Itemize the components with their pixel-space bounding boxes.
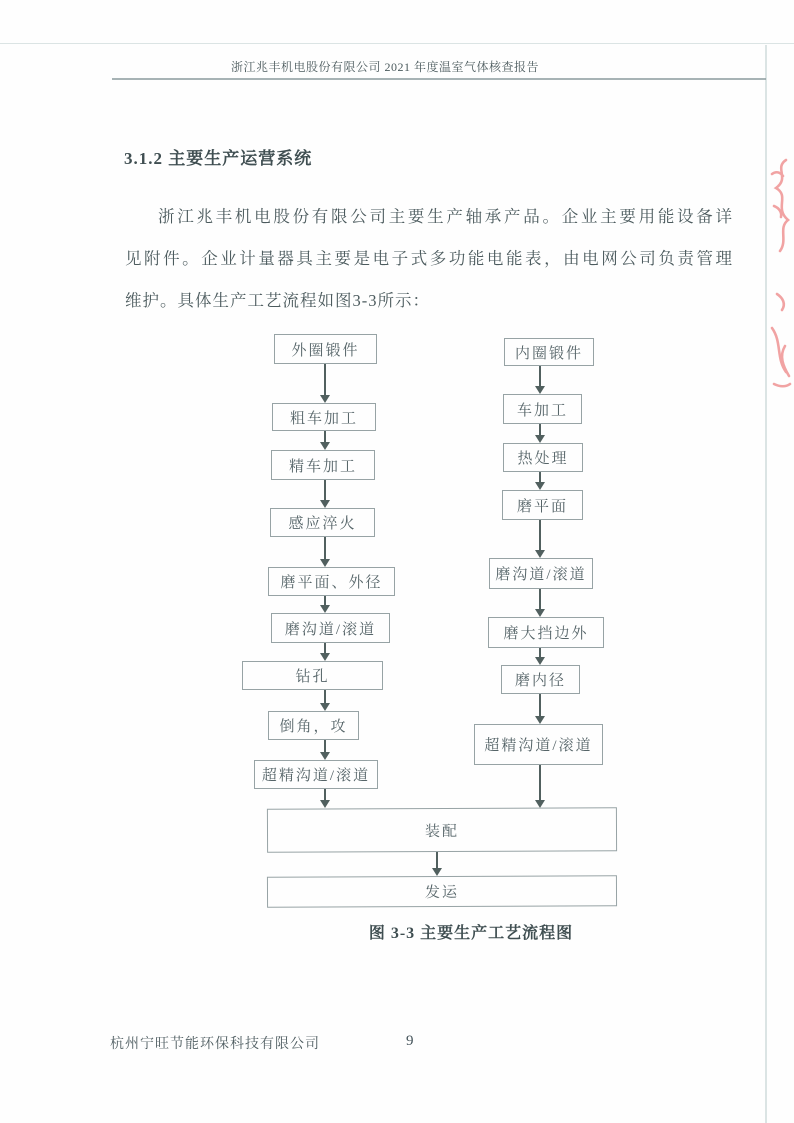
flow-step-box: 发运 xyxy=(267,875,617,908)
flow-step-box: 感应淬火 xyxy=(270,508,375,537)
flow-step-box: 热处理 xyxy=(503,443,583,472)
flow-arrow-down-icon xyxy=(320,596,330,613)
flow-arrow-down-icon xyxy=(320,789,330,808)
flow-arrow-down-icon xyxy=(535,694,545,724)
red-seal-fragment-icon xyxy=(764,148,794,398)
header-divider xyxy=(112,78,766,80)
paragraph-line: 维护。具体生产工艺流程如图3-3所示： xyxy=(125,291,430,310)
scan-page-top-edge xyxy=(0,43,794,44)
flow-step-box: 倒角，攻 xyxy=(268,711,359,740)
flow-arrow-down-icon xyxy=(535,472,545,490)
flow-arrow-down-icon xyxy=(535,424,545,443)
flow-arrow-down-icon xyxy=(432,852,442,876)
flow-arrow-down-icon xyxy=(535,589,545,617)
flow-arrow-down-icon xyxy=(320,480,330,508)
paragraph-line: 见附件。企业计量器具主要是电子式多功能电能表，由电网公司负责管理 xyxy=(125,249,733,268)
paragraph-line: 浙江兆丰机电股份有限公司主要生产轴承产品。企业主要用能设备详 xyxy=(158,207,733,226)
page-header-title: 浙江兆丰机电股份有限公司 2021 年度温室气体核查报告 xyxy=(230,60,539,74)
flow-arrow-down-icon xyxy=(320,690,330,711)
flow-step-box: 磨沟道/滚道 xyxy=(271,613,390,643)
flow-arrow-down-icon xyxy=(320,740,330,760)
footer-company-name: 杭州宁旺节能环保科技有限公司 xyxy=(110,1035,320,1051)
flow-step-box: 磨平面、外径 xyxy=(268,567,395,596)
flow-arrow-down-icon xyxy=(320,537,330,567)
flow-step-box: 钻孔 xyxy=(242,661,383,690)
section-heading: 3.1.2 主要生产运营系统 xyxy=(124,149,313,168)
flow-step-box: 外圈锻件 xyxy=(274,334,377,364)
body-paragraph xyxy=(125,196,733,322)
flow-step-box: 车加工 xyxy=(503,394,582,424)
flow-arrow-down-icon xyxy=(535,648,545,665)
flow-step-box: 磨平面 xyxy=(502,490,583,520)
flow-arrow-down-icon xyxy=(535,520,545,558)
flow-step-box: 磨大挡边外 xyxy=(488,617,604,648)
flow-step-box: 内圈锻件 xyxy=(504,338,594,366)
flow-step-box: 超精沟道/滚道 xyxy=(474,724,603,765)
flow-arrow-down-icon xyxy=(320,364,330,403)
flow-step-box: 粗车加工 xyxy=(272,403,376,431)
flow-arrow-down-icon xyxy=(535,765,545,808)
flow-step-box: 磨内径 xyxy=(501,665,580,694)
flow-arrow-down-icon xyxy=(320,643,330,661)
page-number: 9 xyxy=(406,1033,414,1049)
flow-step-box: 超精沟道/滚道 xyxy=(254,760,378,789)
flow-step-box: 装配 xyxy=(267,807,617,853)
flow-arrow-down-icon xyxy=(320,431,330,450)
figure-caption: 图 3-3 主要生产工艺流程图 xyxy=(368,925,574,942)
flow-step-box: 精车加工 xyxy=(271,450,375,480)
flow-arrow-down-icon xyxy=(535,366,545,394)
flow-step-box: 磨沟道/滚道 xyxy=(489,558,593,589)
